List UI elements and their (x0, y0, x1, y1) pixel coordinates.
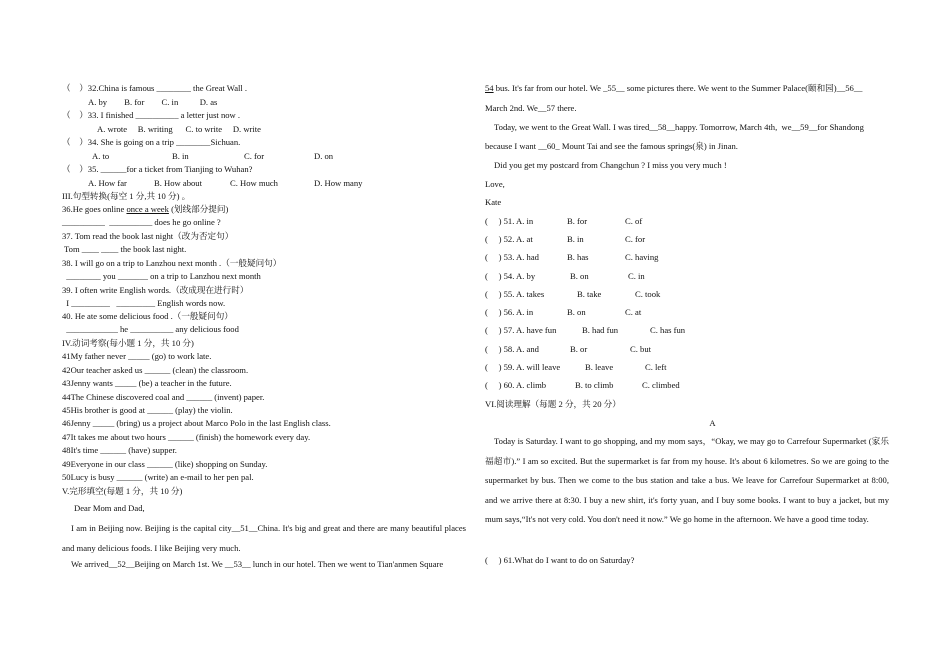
cloze-option-55: ( ) 55. A. takes B. take C. took (485, 289, 661, 299)
cloze-option-53: ( ) 53. A. had B. has C. having (485, 252, 659, 262)
question-61: ( ) 61.What do I want to do on Saturday? (485, 555, 635, 565)
question-35: （ ）35. ______for a ticket from Tianjing to Wuhan? (62, 164, 253, 174)
letter-paragraph-4: Did you get my postcard from Changchun ? I miss you very much ! (494, 160, 727, 170)
question-35-option-c: C. How much (230, 178, 278, 188)
sentence-38-blank: ________ you _______ on a trip to Lanzhou next month (62, 271, 261, 281)
cloze-option-56: ( ) 56. A. in B. on C. at (485, 307, 642, 317)
section-5-title: V.完形填空(每题 1 分，共 10 分) (62, 486, 183, 496)
question-35-option-d: D. How many (314, 178, 363, 188)
verb-47: 47It takes me about two hours ______ (finish) the homework every day. (62, 432, 311, 442)
verb-45: 45His brother is good at ______ (play) the violin. (62, 405, 233, 415)
verb-43: 43Jenny wants _____ (be) a teacher in the future. (62, 378, 232, 388)
question-35-option-b: B. How about (154, 178, 202, 188)
cloze-option-58: ( ) 58. A. and B. or C. but (485, 344, 652, 354)
sentence-38: 38. I will go on a trip to Lanzhou next month .（一般疑问句） (62, 258, 282, 268)
verb-41: 41My father never _____ (go) to work late. (62, 351, 212, 361)
question-34-option-b: B. in (172, 151, 189, 161)
sentence-37-blank: Tom ____ ____ the book last night. (62, 244, 187, 254)
cloze-option-54: ( ) 54. A. by B. on C. in (485, 271, 645, 281)
question-34-option-c: C. for (244, 151, 265, 161)
sentence-36: 36.He goes online once a week (划线部分提问) (62, 204, 229, 214)
verb-49: 49Everyone in our class ______ (like) shopping on Sunday. (62, 459, 268, 469)
question-35-option-a: A. How far (88, 178, 127, 188)
cloze-option-52: ( ) 52. A. at B. in C. for (485, 234, 646, 244)
cloze-option-57: ( ) 57. A. have fun B. had fun C. has fun (485, 325, 686, 335)
reading-passage-a: Today is Saturday. I want to go shopping, and my mom says，“Okay, we may go to Carrefour Supermarket (家乐福超市).” I am so excited. But the supermarket is far from my house. It's about 6 kilometres. So we are going to the supermarket by bus. Then we come to the bus station and take a bus. We leave for Carrefour Supermarket at 8:00, and we arrive there at 8:30. I buy a new shirt, it's forty yuan, and I buy some books. I want to buy a jacket, but my mum says,“It's not very cold. You don't need it now.” We go home in the afternoon. We have a good time today. (485, 436, 889, 524)
letter-continued-line-2: March 2nd. We__57 there. (485, 103, 577, 113)
verb-48: 48It's time ______ (have) supper. (62, 445, 177, 455)
question-33: （ ）33. I finished __________ a letter just now . (62, 110, 241, 120)
verb-46: 46Jenny _____ (bring) us a project about Marco Polo in the last English class. (62, 418, 331, 428)
letter-paragraph-2: We arrived__52__Beijing on March 1st. We __53__ lunch in our hotel. Then we went to Tian'anmen Square (71, 559, 444, 569)
question-32: （ ）32.China is famous ________ the Great Wall . (62, 83, 248, 93)
letter-paragraph-3: Today, we went to the Great Wall. I was tired__58__happy. Tomorrow, March 4th, we__59__for Shandong (494, 122, 864, 132)
question-34-option-a: A. to (92, 151, 110, 161)
question-32-options: A. by B. for C. in D. as (88, 97, 218, 107)
verb-42: 42Our teacher asked us ______ (clean) the classroom. (62, 365, 249, 375)
cloze-option-60: ( ) 60. A. climb B. to climb C. climbed (485, 380, 680, 390)
verb-44: 44The Chinese discovered coal and ______ (invent) paper. (62, 392, 265, 402)
cloze-option-59: ( ) 59. A. will leave B. leave C. left (485, 362, 667, 372)
question-34-option-d: D. on (314, 151, 334, 161)
letter-paragraph-1: I am in Beijing now. Beijing is the capital city__51__China. It's big and great and there are many beautiful places and many delicious foods. I like Beijing very much. (62, 523, 466, 553)
question-34: （ ）34. She is going on a trip ________Sichuan. (62, 137, 241, 147)
section-6-title: VI.阅读理解（每题 2 分，共 20 分） (485, 399, 621, 409)
section-4-title: IV.动词考察(每小题 1 分，共 10 分) (62, 338, 194, 348)
letter-paragraph-3-cont: because I want __60_ Mount Tai and see the famous springs(泉) in Jinan. (485, 141, 738, 151)
sentence-37: 37. Tom read the book last night（改为否定句） (62, 231, 234, 241)
letter-closing: Love, (485, 179, 505, 189)
section-3-title: III.句型转换(每空 1 分,共 10 分) 。 (62, 191, 191, 201)
sentence-39: 39. I often write English words.（改成现在进行时） (62, 285, 249, 295)
question-33-options: A. wrote B. writing C. to write D. write (97, 124, 261, 134)
sentence-40: 40. He ate some delicious food .（一般疑问句） (62, 311, 233, 321)
sentence-40-blank: ____________ he __________ any delicious food (62, 324, 239, 334)
verb-50: 50Lucy is busy ______ (write) an e-mail to her pen pal. (62, 472, 254, 482)
letter-continued-line-1: 54 bus. It's far from our hotel. We _55__ some pictures there. We went to the Summer Palace(颐和园)__56__ (485, 83, 863, 93)
passage-label: A (709, 418, 716, 428)
cloze-option-51: ( ) 51. A. in B. for C. of (485, 216, 643, 226)
letter-greeting: Dear Mom and Dad, (74, 503, 145, 513)
letter-signature: Kate (485, 197, 502, 207)
sentence-36-blank: __________ __________ does he go online ? (62, 217, 221, 227)
sentence-39-blank: I _________ _________ English words now. (62, 298, 226, 308)
